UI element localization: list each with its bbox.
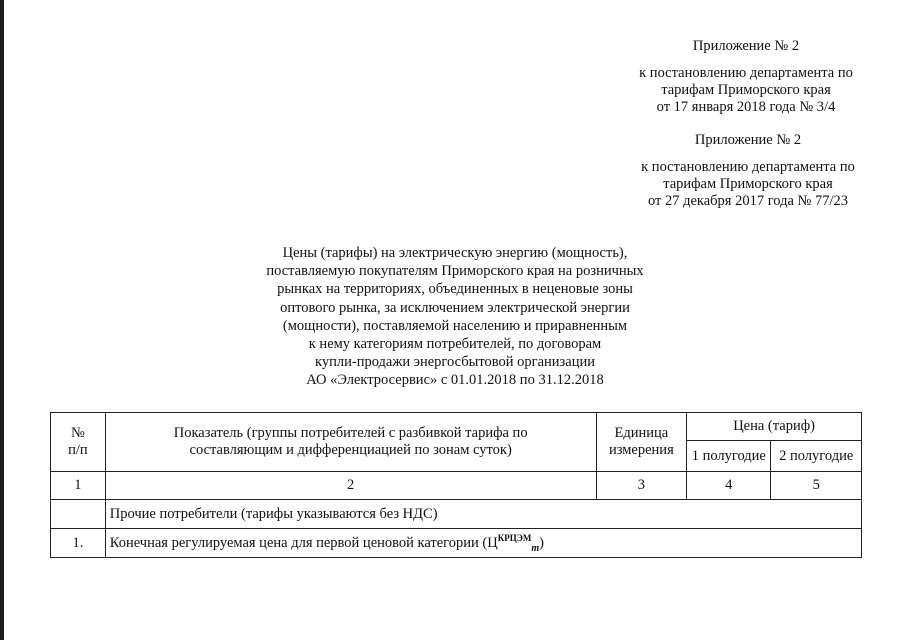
header-half-1: 1 полугодие [687,441,771,472]
row-num: 1. [51,529,106,558]
header-row [51,413,862,441]
header-indicator [105,413,596,472]
title-line: рынках на территориях, объединенных в неценовые зоны [277,281,633,298]
appendix-block-1 [628,38,864,116]
tariff-table [50,412,862,558]
appendix-heading: Приложение № 2 [694,132,802,148]
index-cell: 1 [51,472,106,500]
header-num [51,413,106,472]
index-cell: 3 [596,472,687,500]
header-price: Цена (тариф) [687,413,862,441]
header-indicator-line: составляющим и дифференциацией по зонам суток) [189,442,512,458]
formula-subscript: m [531,542,540,554]
section-label: Прочие потребители (тарифы указываются без НДС) [105,500,861,529]
table-row [51,529,862,558]
appendix-line: от 17 января 2018 года № 3/4 [656,99,836,115]
index-cell: 5 [771,472,862,500]
appendix-heading: Приложение № 2 [692,38,800,54]
title-line: АО «Электросервис» с 01.01.2018 по 31.12.2018 [306,372,604,389]
appendix-block-2 [628,132,868,210]
row-label-end: ) [539,534,544,551]
header-unit-line: Единица [614,425,669,441]
appendix-line: от 27 декабря 2017 года № 77/23 [647,193,849,209]
section-num-cell [51,500,106,529]
header-unit [596,413,687,472]
header-half-2: 2 полугодие [771,441,862,472]
header-num-line: п/п [68,442,88,458]
index-cell: 2 [105,472,596,500]
section-row [51,500,862,529]
index-cell: 4 [687,472,771,500]
index-row [51,472,862,500]
title-line: купли-продажи энергосбытовой организации [315,354,595,371]
formula-base: Ц [487,534,498,551]
title-line: к нему категориям потребителей, по договорам [308,336,602,353]
page-edge [0,0,4,640]
document-title [238,244,672,390]
header-unit-line: измерения [608,442,674,458]
row-label [105,529,861,558]
formula-superscript: КРЦЭМ [497,532,532,543]
title-line: поставляемую покупателям Приморского края на розничных [266,263,644,280]
row-label-text: Конечная регулируемая цена для первой ценовой категории ( [109,534,488,551]
title-line: (мощности), поставляемой населению и приравненным [282,317,628,334]
appendix-line: к постановлению департамента по [639,65,853,81]
header-indicator-line: Показатель (группы потребителей с разбивкой тарифа по [173,425,528,441]
appendix-line: к постановлению департамента по [641,159,855,175]
title-line: Цены (тарифы) на электрическую энергию (мощность), [282,245,628,261]
appendix-line: тарифам Приморского края [661,82,831,98]
appendix-line: тарифам Приморского края [663,176,833,192]
header-num-line: № [70,425,85,441]
title-line: оптового рынка, за исключением электрической энергии [280,299,630,316]
